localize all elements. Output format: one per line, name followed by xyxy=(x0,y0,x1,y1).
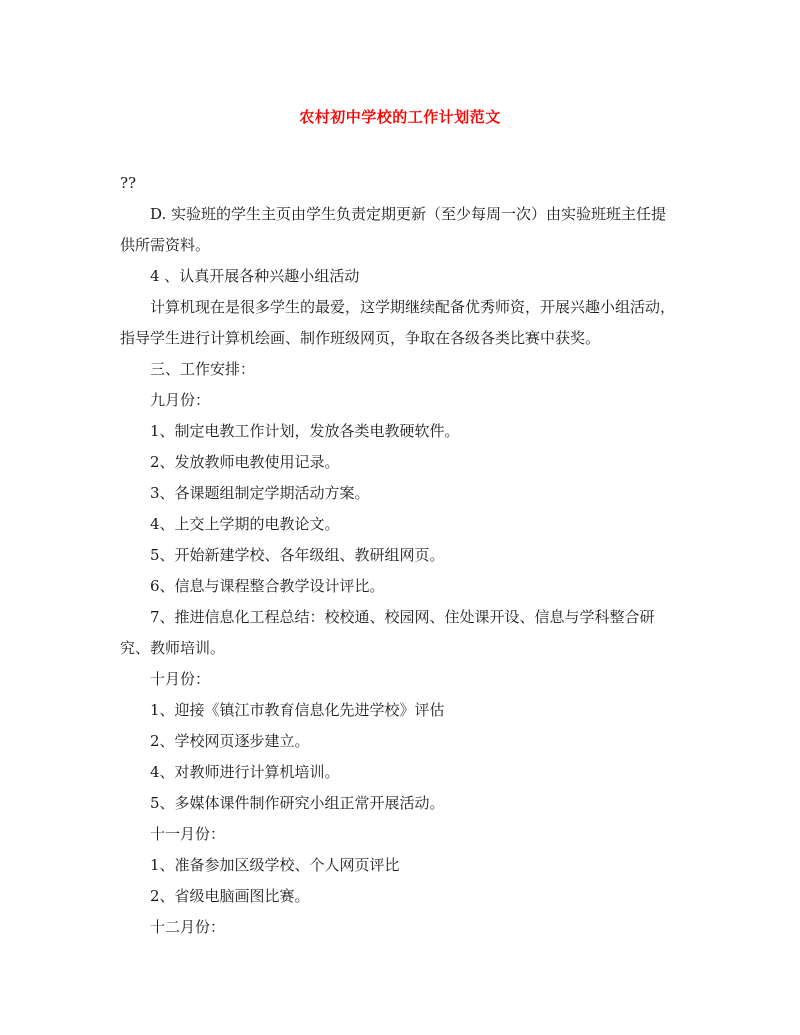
paragraph: 6、信息与课程整合教学设计评比。 xyxy=(150,577,385,595)
paragraph: 十一月份： xyxy=(150,825,226,843)
paragraph: 3、各课题组制定学期活动方案。 xyxy=(150,484,370,502)
paragraph: 计算机现在是很多学生的最爱，这学期继续配备优秀师资，开展兴趣小组活动，指导学生进行计算机绘画、制作班级网页，争取在各级各类比赛中获奖。 xyxy=(120,298,676,347)
paragraph: 4、对教师进行计算机培训。 xyxy=(150,763,340,781)
paragraph: 三、工作安排： xyxy=(150,360,256,378)
paragraph: 1、制定电教工作计划，发放各类电教硬软件。 xyxy=(150,422,460,440)
paragraph: 4 、认真开展各种兴趣小组活动 xyxy=(150,267,360,285)
paragraph: 十二月份： xyxy=(150,918,226,936)
paragraph: 5、多媒体课件制作研究小组正常开展活动。 xyxy=(150,794,445,812)
document-title: 农村初中学校的工作计划范文 xyxy=(299,108,501,126)
paragraph: 2、发放教师电教使用记录。 xyxy=(150,453,340,471)
paragraph: 1、迎接《镇江市教育信息化先进学校》评估 xyxy=(150,701,445,719)
document-body xyxy=(120,168,680,943)
paragraph: 十月份： xyxy=(150,670,211,688)
paragraph: 4、上交上学期的电教论文。 xyxy=(150,515,340,533)
paragraph: 1、准备参加区级学校、个人网页评比 xyxy=(150,856,400,874)
paragraph: ?? xyxy=(120,174,137,192)
paragraph: 7、推进信息化工程总结：校校通、校园网、住处课开设、信息与学科整合研究、教师培训。 xyxy=(120,608,655,657)
paragraph: 九月份： xyxy=(150,391,211,409)
paragraph: 2、省级电脑画图比赛。 xyxy=(150,887,310,905)
paragraph: 2、学校网页逐步建立。 xyxy=(150,732,310,750)
paragraph: 5、开始新建学校、各年级组、教研组网页。 xyxy=(150,546,445,564)
paragraph: D. 实验班的学生主页由学生负责定期更新（至少每周一次）由实验班班主任提供所需资料。 xyxy=(120,205,667,254)
